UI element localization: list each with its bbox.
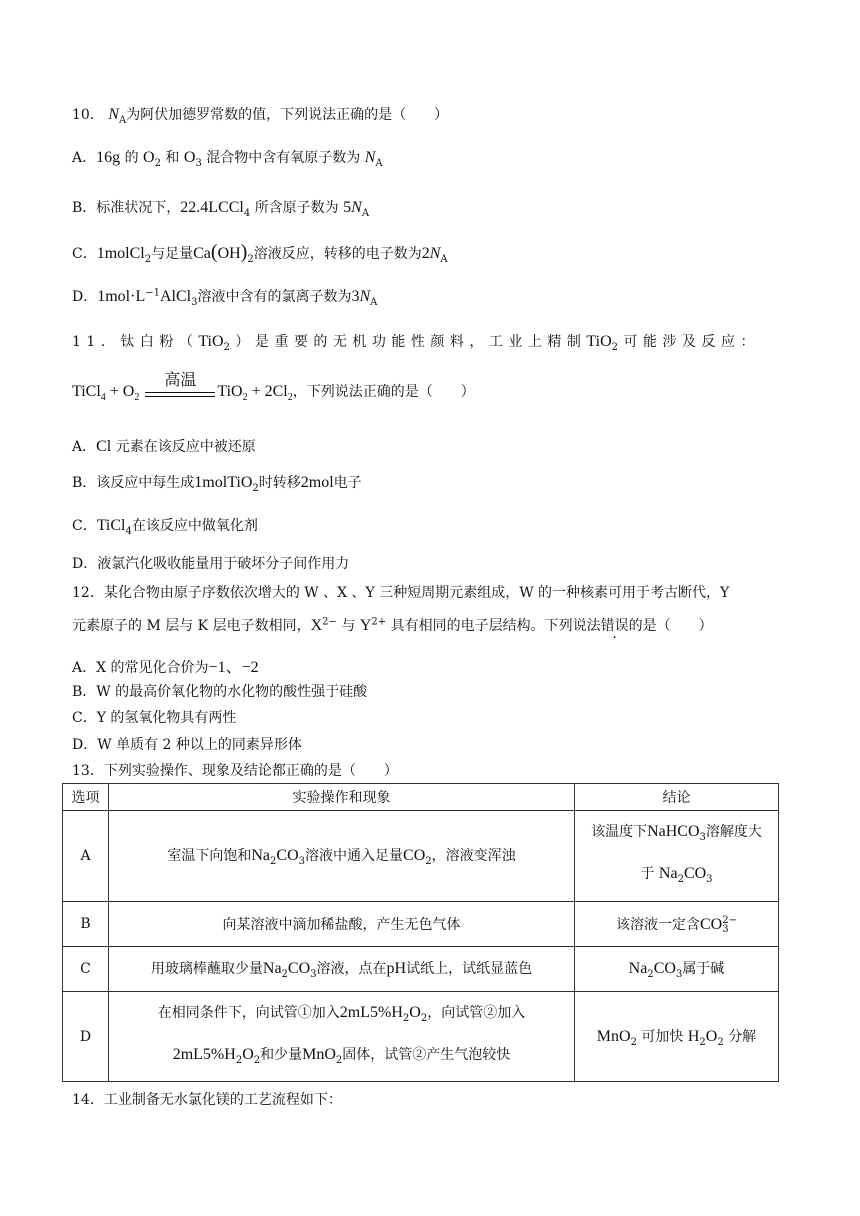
reaction-arrow: 高温 (145, 381, 215, 403)
table-header-row (63, 784, 779, 811)
table-row (63, 811, 779, 902)
header-operation: 实验操作和现象 (109, 784, 575, 811)
table-row (63, 902, 779, 947)
row-conclusion: 该溶液一定含CO2− 3 (575, 902, 779, 947)
q10-option-d: D．$1mol\cdot L^{-1}AlCl_3$溶液中含有的氯离子数为$3N_A$ (72, 287, 378, 308)
row-option: D (63, 992, 109, 1082)
q12-option-c: C．Y 的氢氧化物具有两性 (72, 710, 237, 726)
header-option: 选项 (63, 784, 109, 811)
row-option: A (63, 811, 109, 902)
q12-option-b: B．W 的最高价氧化物的水化物的酸性强于硅酸 (72, 684, 368, 700)
emphasis-error-char-1: 错误 (600, 618, 629, 634)
q11-option-d: D．液氯汽化吸收能量用于破坏分子间作用力 (72, 556, 350, 572)
q11-option-c: C．TiCl$_4$在该反应中做氧化剂 (72, 517, 258, 537)
q11-equation: TiCl$_4$ + $O_2$ 高温 $TiO_2 + 2Cl_2$，下列说法正确的是（ ） (72, 372, 475, 404)
row-conclusion: 该温度下NaHCO$_3$溶解度大 于 $Na_2CO_3$ (575, 811, 779, 902)
row-conclusion: $Na_2CO_3$属于碱 (575, 947, 779, 992)
q10-option-a: A．16g 的 $O_2$ 和 $O_3$ 混合物中含有氧原子数为 $N_A$ (72, 149, 383, 169)
q13-table (62, 783, 779, 1082)
q11-stem: 11．钛白粉（TiO$_2$）是重要的无机功能性颜料，工业上精制TiO$_2$可能涉及反应： (72, 333, 761, 353)
table-row (63, 992, 779, 1082)
q14-stem: 14．工业制备无水氯化镁的工艺流程如下： (72, 1092, 342, 1108)
header-conclusion: 结论 (575, 784, 779, 811)
table-row (63, 947, 779, 992)
q11-option-b: B．该反应中每生成1molTiO$_2$时转移2mol电子 (72, 474, 362, 494)
q13-stem: 13．下列实验操作、现象及结论都正确的是（ ） (72, 763, 398, 779)
q10-option-c: C．1molCl$_2$与足量$Ca(OH)_2$溶液反应，转移的电子数为$2N_A$ (72, 241, 448, 265)
q11-option-a: A．Cl 元素在该反应中被还原 (72, 438, 256, 455)
row-option: B (63, 902, 109, 947)
row-operation: 室温下向饱和$Na_2CO_3$溶液中通入足量$CO_2$，溶液变浑浊 (109, 811, 575, 902)
q12-option-d: D．W 单质有 2 种以上的同素异形体 (72, 737, 302, 753)
q12-stem-line2: 元素原子的 M 层与 K 层电子数相同，$X^{2-}$ 与 $Y^{2+}$ 具有相同的电子层结构。下列说法错误的是（ ） (72, 616, 713, 634)
q10-option-b: B．标准状况下，22.4LCCl$_4$ 所含原子数为 $5N_A$ (72, 199, 370, 219)
q12-stem-line1: 12．某化合物由原子序数依次增大的 W 、X 、Y 三种短周期元素组成，W 的一种核素可用于考古断代，Y (72, 585, 730, 601)
row-conclusion: MnO$_2$ 可加快 $H_2O_2$ 分解 (575, 992, 779, 1082)
row-operation: 向某溶液中滴加稀盐酸，产生无色气体 (109, 902, 575, 947)
row-option: C (63, 947, 109, 992)
row-operation: 在相同条件下，向试管①加入$2mL5\%H_2O_2$，向试管②加入 $2mL5\%H_2O_2$和少量MnO$_2$固体，试管②产生气泡较快 (109, 992, 575, 1082)
row-operation: 用玻璃棒蘸取少量$Na_2CO_3$溶液，点在pH试纸上，试纸显蓝色 (109, 947, 575, 992)
q10-stem: 10． $N_A$为阿伏加德罗常数的值，下列说法正确的是（ ） (72, 106, 449, 126)
q12-option-a: A．X 的常见化合价为−1、−2 (72, 659, 259, 676)
